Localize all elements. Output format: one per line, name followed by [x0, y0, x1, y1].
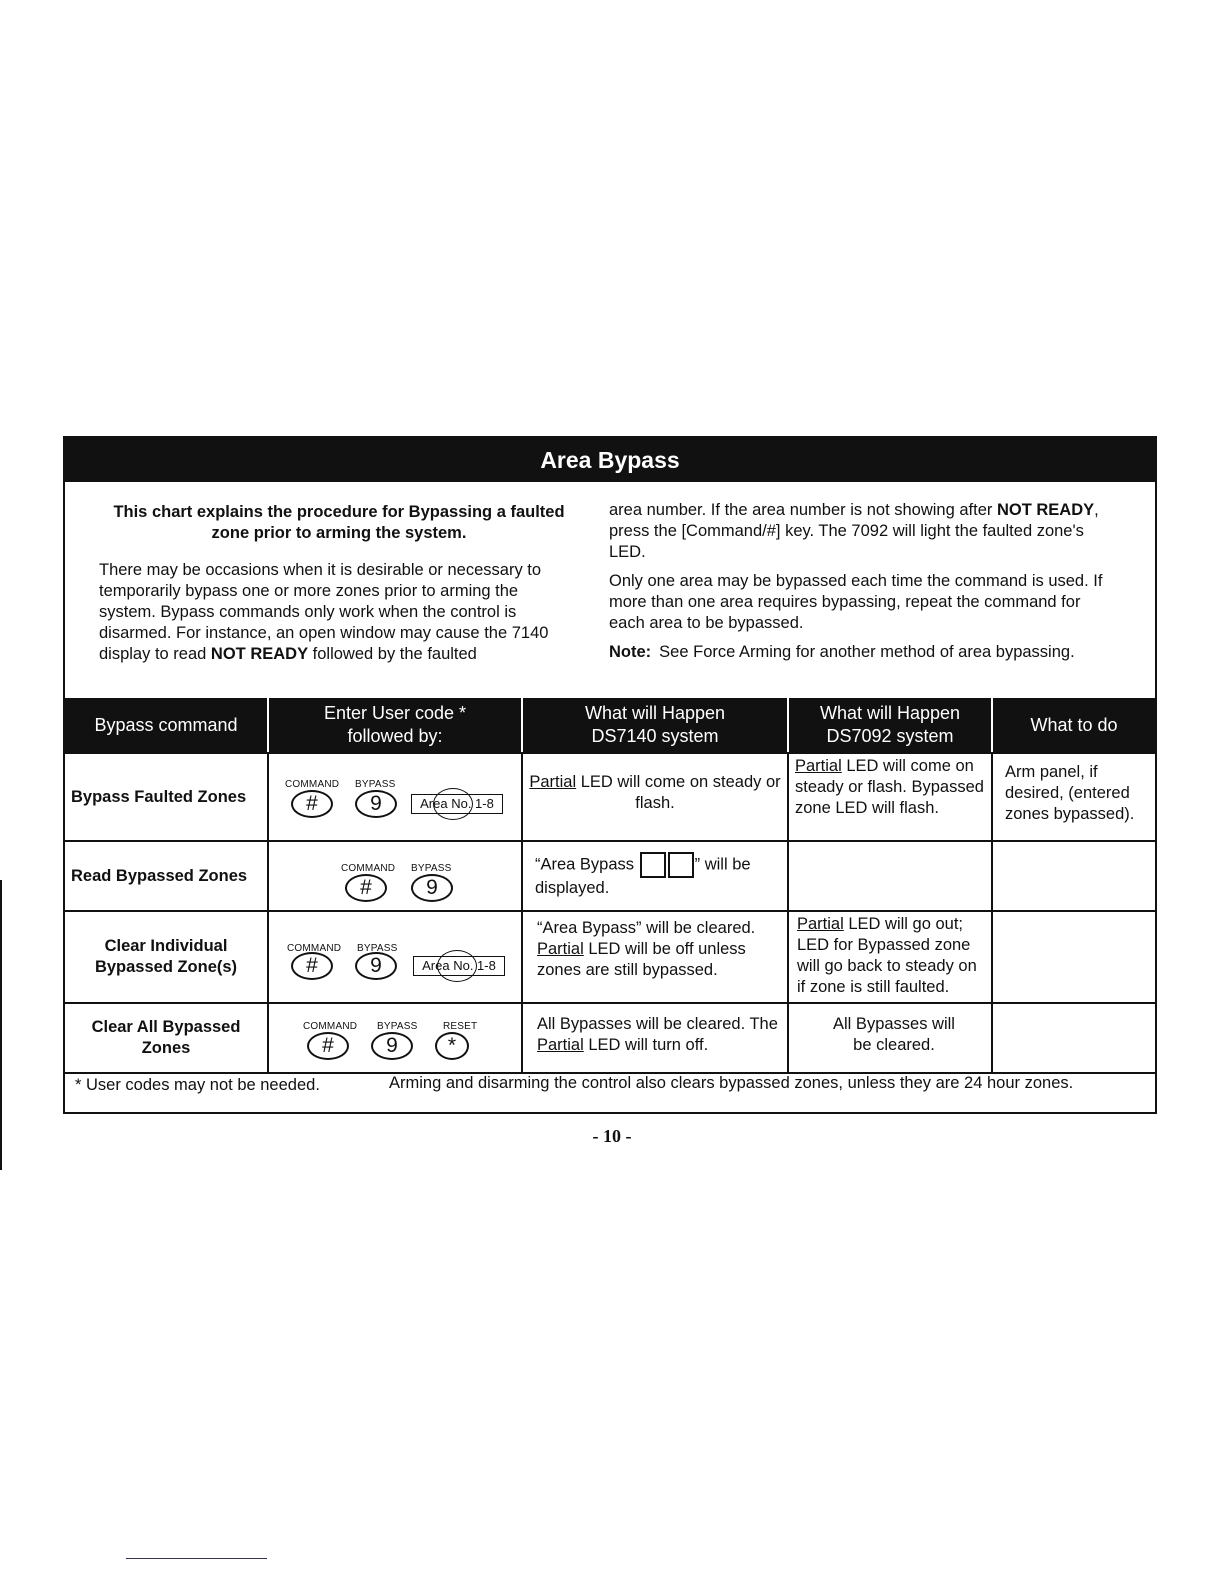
table-row	[65, 840, 1155, 910]
header-enter-user-code: Enter User code * followed by:	[269, 698, 523, 752]
ds7092-result: Partial LED will go out; LED for Bypassed zone will go back to steady on if zone is still faulted.	[789, 912, 993, 1002]
bypass-key-label: BYPASS	[377, 1021, 418, 1032]
ds7092-result	[789, 842, 993, 910]
ds7140-result: “Area Bypass” will be cleared. Partial LED will be off unless zones are still bypassed.	[523, 912, 789, 1002]
ds7140-result: “Area Bypass ” will be displayed.	[523, 842, 789, 910]
bypass-key-label: BYPASS	[355, 779, 396, 790]
area-bypass-panel	[63, 436, 1157, 1114]
area-number-box: Area No. 1-8	[413, 956, 505, 976]
display-digit-box	[640, 852, 666, 878]
ds7092-result: All Bypasses will be cleared.	[789, 1004, 993, 1072]
command-key-label: COMMAND	[341, 863, 396, 874]
key-sequence	[269, 912, 523, 1002]
ds7092-result: Partial LED will come on steady or flash. Bypassed zone LED will flash.	[789, 754, 993, 840]
command-key-label: COMMAND	[303, 1021, 358, 1032]
hash-key-icon: #	[291, 790, 333, 818]
area-number-box: Area No. 1-8	[411, 794, 503, 814]
key-sequence	[269, 842, 523, 910]
row-label: Clear Individual Bypassed Zone(s)	[65, 912, 269, 1002]
row-label: Bypass Faulted Zones	[65, 754, 269, 840]
nine-key-icon: 9	[411, 874, 453, 902]
note-label: Note:	[609, 643, 652, 661]
reset-key-label: RESET	[443, 1021, 478, 1032]
what-to-do	[993, 912, 1155, 1002]
page-number: - 10 -	[592, 1126, 632, 1146]
display-digit-box	[668, 852, 694, 878]
intro-paragraph-3: Only one area may be bypassed each time the command is used. If more than one area requires bypassing, repeat the command for each area to be bypassed.	[609, 572, 1103, 632]
hash-key-icon: #	[345, 874, 387, 902]
note	[609, 642, 1109, 663]
star-key-icon: *	[435, 1032, 469, 1060]
intro-right-column	[609, 500, 1109, 663]
footnote-user-codes: * User codes may not be needed.	[75, 1076, 320, 1094]
nine-key-icon: 9	[355, 952, 397, 980]
intro-paragraph-1: There may be occasions when it is desirable or necessary to temporarily bypass one or more zones prior to arming the system. Bypass commands only work when the control is disarmed. For instance, an open window may cause the 7140 display to read NOT READY followed by the faulted	[99, 561, 549, 663]
command-key-label: COMMAND	[285, 779, 340, 790]
nine-key-icon: 9	[371, 1032, 413, 1060]
hash-key-icon: #	[307, 1032, 349, 1060]
hash-key-icon: #	[291, 952, 333, 980]
intro-paragraph-2: area number. If the area number is not showing after NOT READY, press the [Command/#] key. The 7092 will light the faulted zone's LED.	[609, 501, 1099, 561]
key-sequence	[269, 1004, 523, 1072]
header-ds7140: What will Happen DS7140 system	[523, 698, 789, 752]
table-row	[65, 752, 1155, 840]
header-bypass-command: Bypass command	[65, 698, 269, 752]
what-to-do	[993, 842, 1155, 910]
bypass-key-label: BYPASS	[357, 943, 398, 954]
panel-title: Area Bypass	[65, 438, 1155, 482]
what-to-do	[993, 1004, 1155, 1072]
nine-key-icon: 9	[355, 790, 397, 818]
what-to-do: Arm panel, if desired, (entered zones bypassed).	[1005, 763, 1135, 823]
row-label: Clear All Bypassed Zones	[65, 1004, 269, 1072]
ds7140-result: All Bypasses will be cleared. The Partial LED will turn off.	[523, 1004, 789, 1072]
note-text: See Force Arming for another method of area bypassing.	[659, 643, 1075, 661]
header-ds7092: What will Happen DS7092 system	[789, 698, 993, 752]
header-what-to-do: What to do	[993, 698, 1155, 752]
row-label: Read Bypassed Zones	[65, 842, 269, 910]
table-row	[65, 1002, 1155, 1072]
intro-heading: This chart explains the procedure for Bypassing a faulted zone prior to arming the system.	[113, 503, 565, 542]
command-key-label: COMMAND	[287, 943, 342, 954]
scan-bottom-line	[126, 1558, 267, 1559]
table-row	[65, 910, 1155, 1002]
key-sequence	[269, 754, 523, 840]
intro-left-column	[99, 502, 579, 665]
bypass-key-label: BYPASS	[411, 863, 452, 874]
footnote-arming: Arming and disarming the control also clears bypassed zones, unless they are 24 hour zones.	[389, 1074, 1074, 1092]
ds7140-result: Partial LED will come on steady or flash.	[523, 754, 789, 840]
